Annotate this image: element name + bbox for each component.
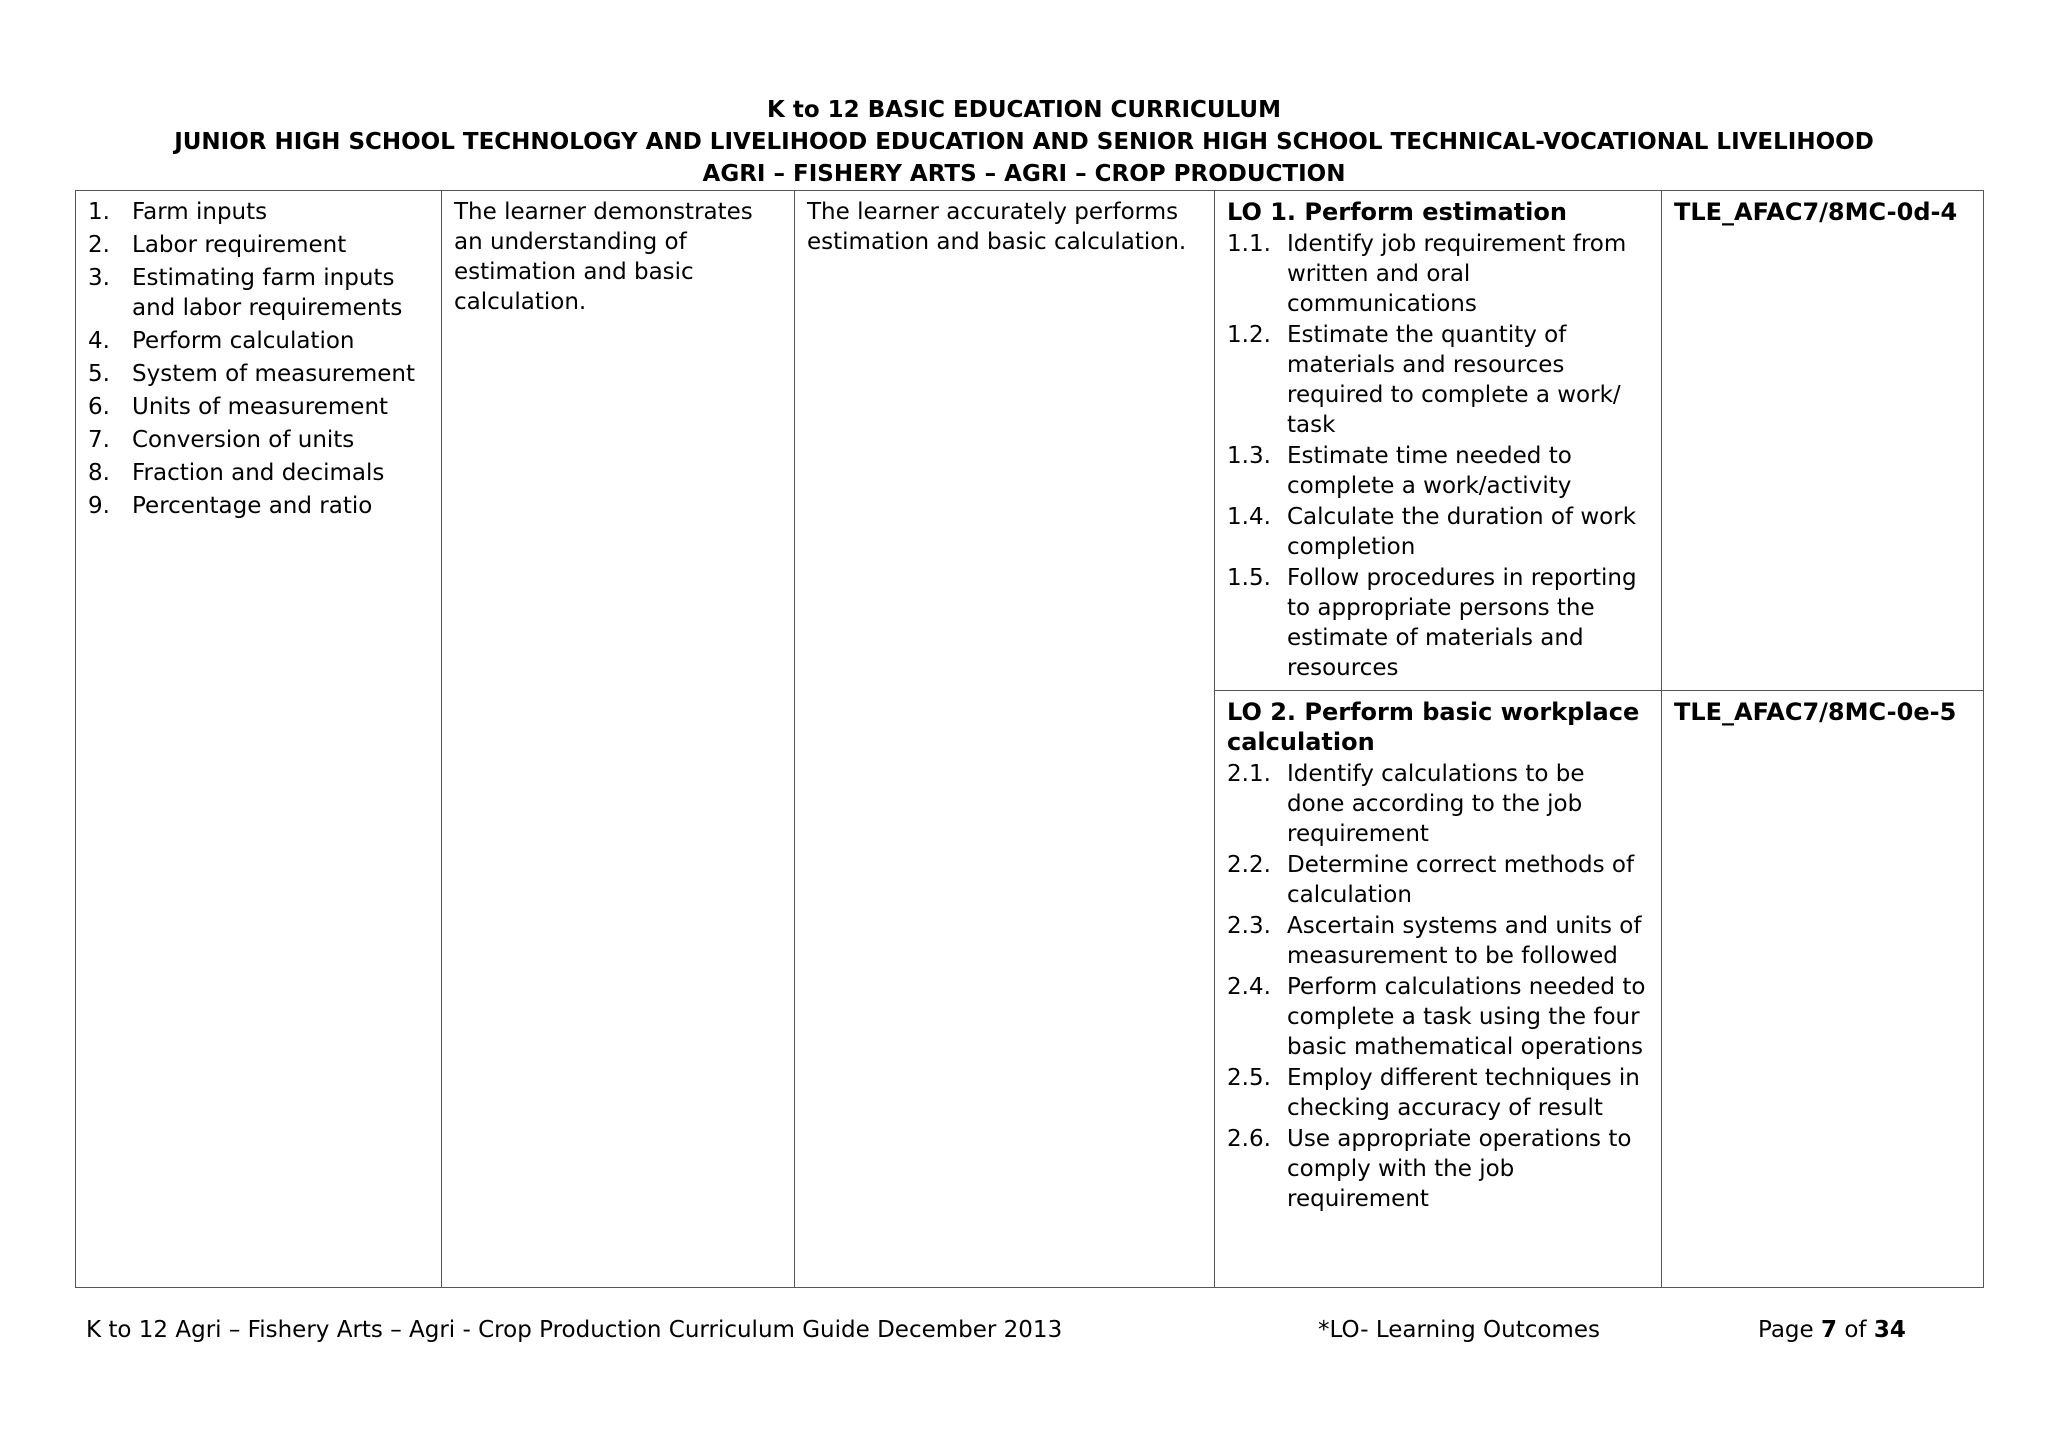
list-item: 3. Estimating farm inputs and labor requirements: [88, 265, 403, 321]
list-item: 2.5. Employ different techniques in checking accuracy of result: [1227, 1065, 1640, 1121]
content-cell: [76, 191, 442, 1288]
lo2-code: TLE_AFAC7/8MC-0e-5: [1674, 698, 1957, 726]
list-item: 1.1. Identify job requirement from written and oral communications: [1227, 231, 1627, 317]
page-number: Page 7 of 34: [1758, 1317, 1906, 1343]
header-subtitle: JUNIOR HIGH SCHOOL TECHNOLOGY AND LIVELIHOOD EDUCATION AND SENIOR HIGH SCHOOL TECHNICAL-VOCATIONAL LIVELIHOOD: [174, 129, 1874, 155]
lo1-cell: [1215, 191, 1662, 691]
header-title: K to 12 BASIC EDUCATION CURRICULUM: [767, 97, 1281, 123]
list-item: 9. Percentage and ratio: [88, 493, 373, 519]
list-item: 1.5. Follow procedures in reporting to appropriate persons the estimate of materials and resources: [1227, 565, 1637, 681]
lo1-code: TLE_AFAC7/8MC-0d-4: [1674, 198, 1958, 226]
list-item: 7. Conversion of units: [88, 427, 355, 453]
footer-guide-title: K to 12 Agri – Fishery Arts – Agri - Crop Production Curriculum Guide December 2013: [86, 1317, 1063, 1343]
curriculum-table: [75, 190, 1984, 1288]
table-row: [76, 191, 1984, 691]
header-program: AGRI – FISHERY ARTS – AGRI – CROP PRODUCTION: [702, 161, 1346, 187]
list-item: 2.3. Ascertain systems and units of measurement to be followed: [1227, 913, 1642, 969]
content-standard-cell: [442, 191, 795, 1288]
list-item: 2.1. Identify calculations to be done according to the job requirement: [1227, 761, 1585, 847]
list-item: 1.2. Estimate the quantity of materials and resources required to complete a work/ task: [1227, 322, 1621, 438]
list-item: 2. Labor requirement: [88, 232, 347, 258]
list-item: 1.4. Calculate the duration of work completion: [1227, 504, 1637, 560]
content-standard-text: The learner demonstrates an understanding of estimation and basic calculation.: [454, 199, 753, 315]
footer-lo-note: *LO- Learning Outcomes: [1318, 1317, 1600, 1343]
list-item: 2.6. Use appropriate operations to comply with the job requirement: [1227, 1126, 1632, 1212]
lo2-cell: [1215, 691, 1662, 1288]
content-list: [88, 197, 429, 521]
list-item: 6. Units of measurement: [88, 394, 389, 420]
list-item: 4. Perform calculation: [88, 328, 355, 354]
lo2-code-cell: [1662, 691, 1984, 1288]
document-header: [0, 94, 2048, 190]
list-item: 1.3. Estimate time needed to complete a work/activity: [1227, 443, 1572, 499]
lo1-title: LO 1. Perform estimation: [1227, 198, 1567, 226]
lo2-title: LO 2. Perform basic workplace calculation: [1227, 698, 1640, 756]
performance-standard-cell: [795, 191, 1215, 1288]
list-item: 1. Farm inputs: [88, 199, 268, 225]
performance-standard-text: The learner accurately performs estimation and basic calculation.: [807, 199, 1187, 255]
list-item: 5. System of measurement: [88, 361, 416, 387]
list-item: 2.2. Determine correct methods of calculation: [1227, 852, 1635, 908]
lo1-code-cell: [1662, 191, 1984, 691]
list-item: 8. Fraction and decimals: [88, 460, 385, 486]
list-item: 2.4. Perform calculations needed to complete a task using the four basic mathematical operations: [1227, 974, 1646, 1060]
